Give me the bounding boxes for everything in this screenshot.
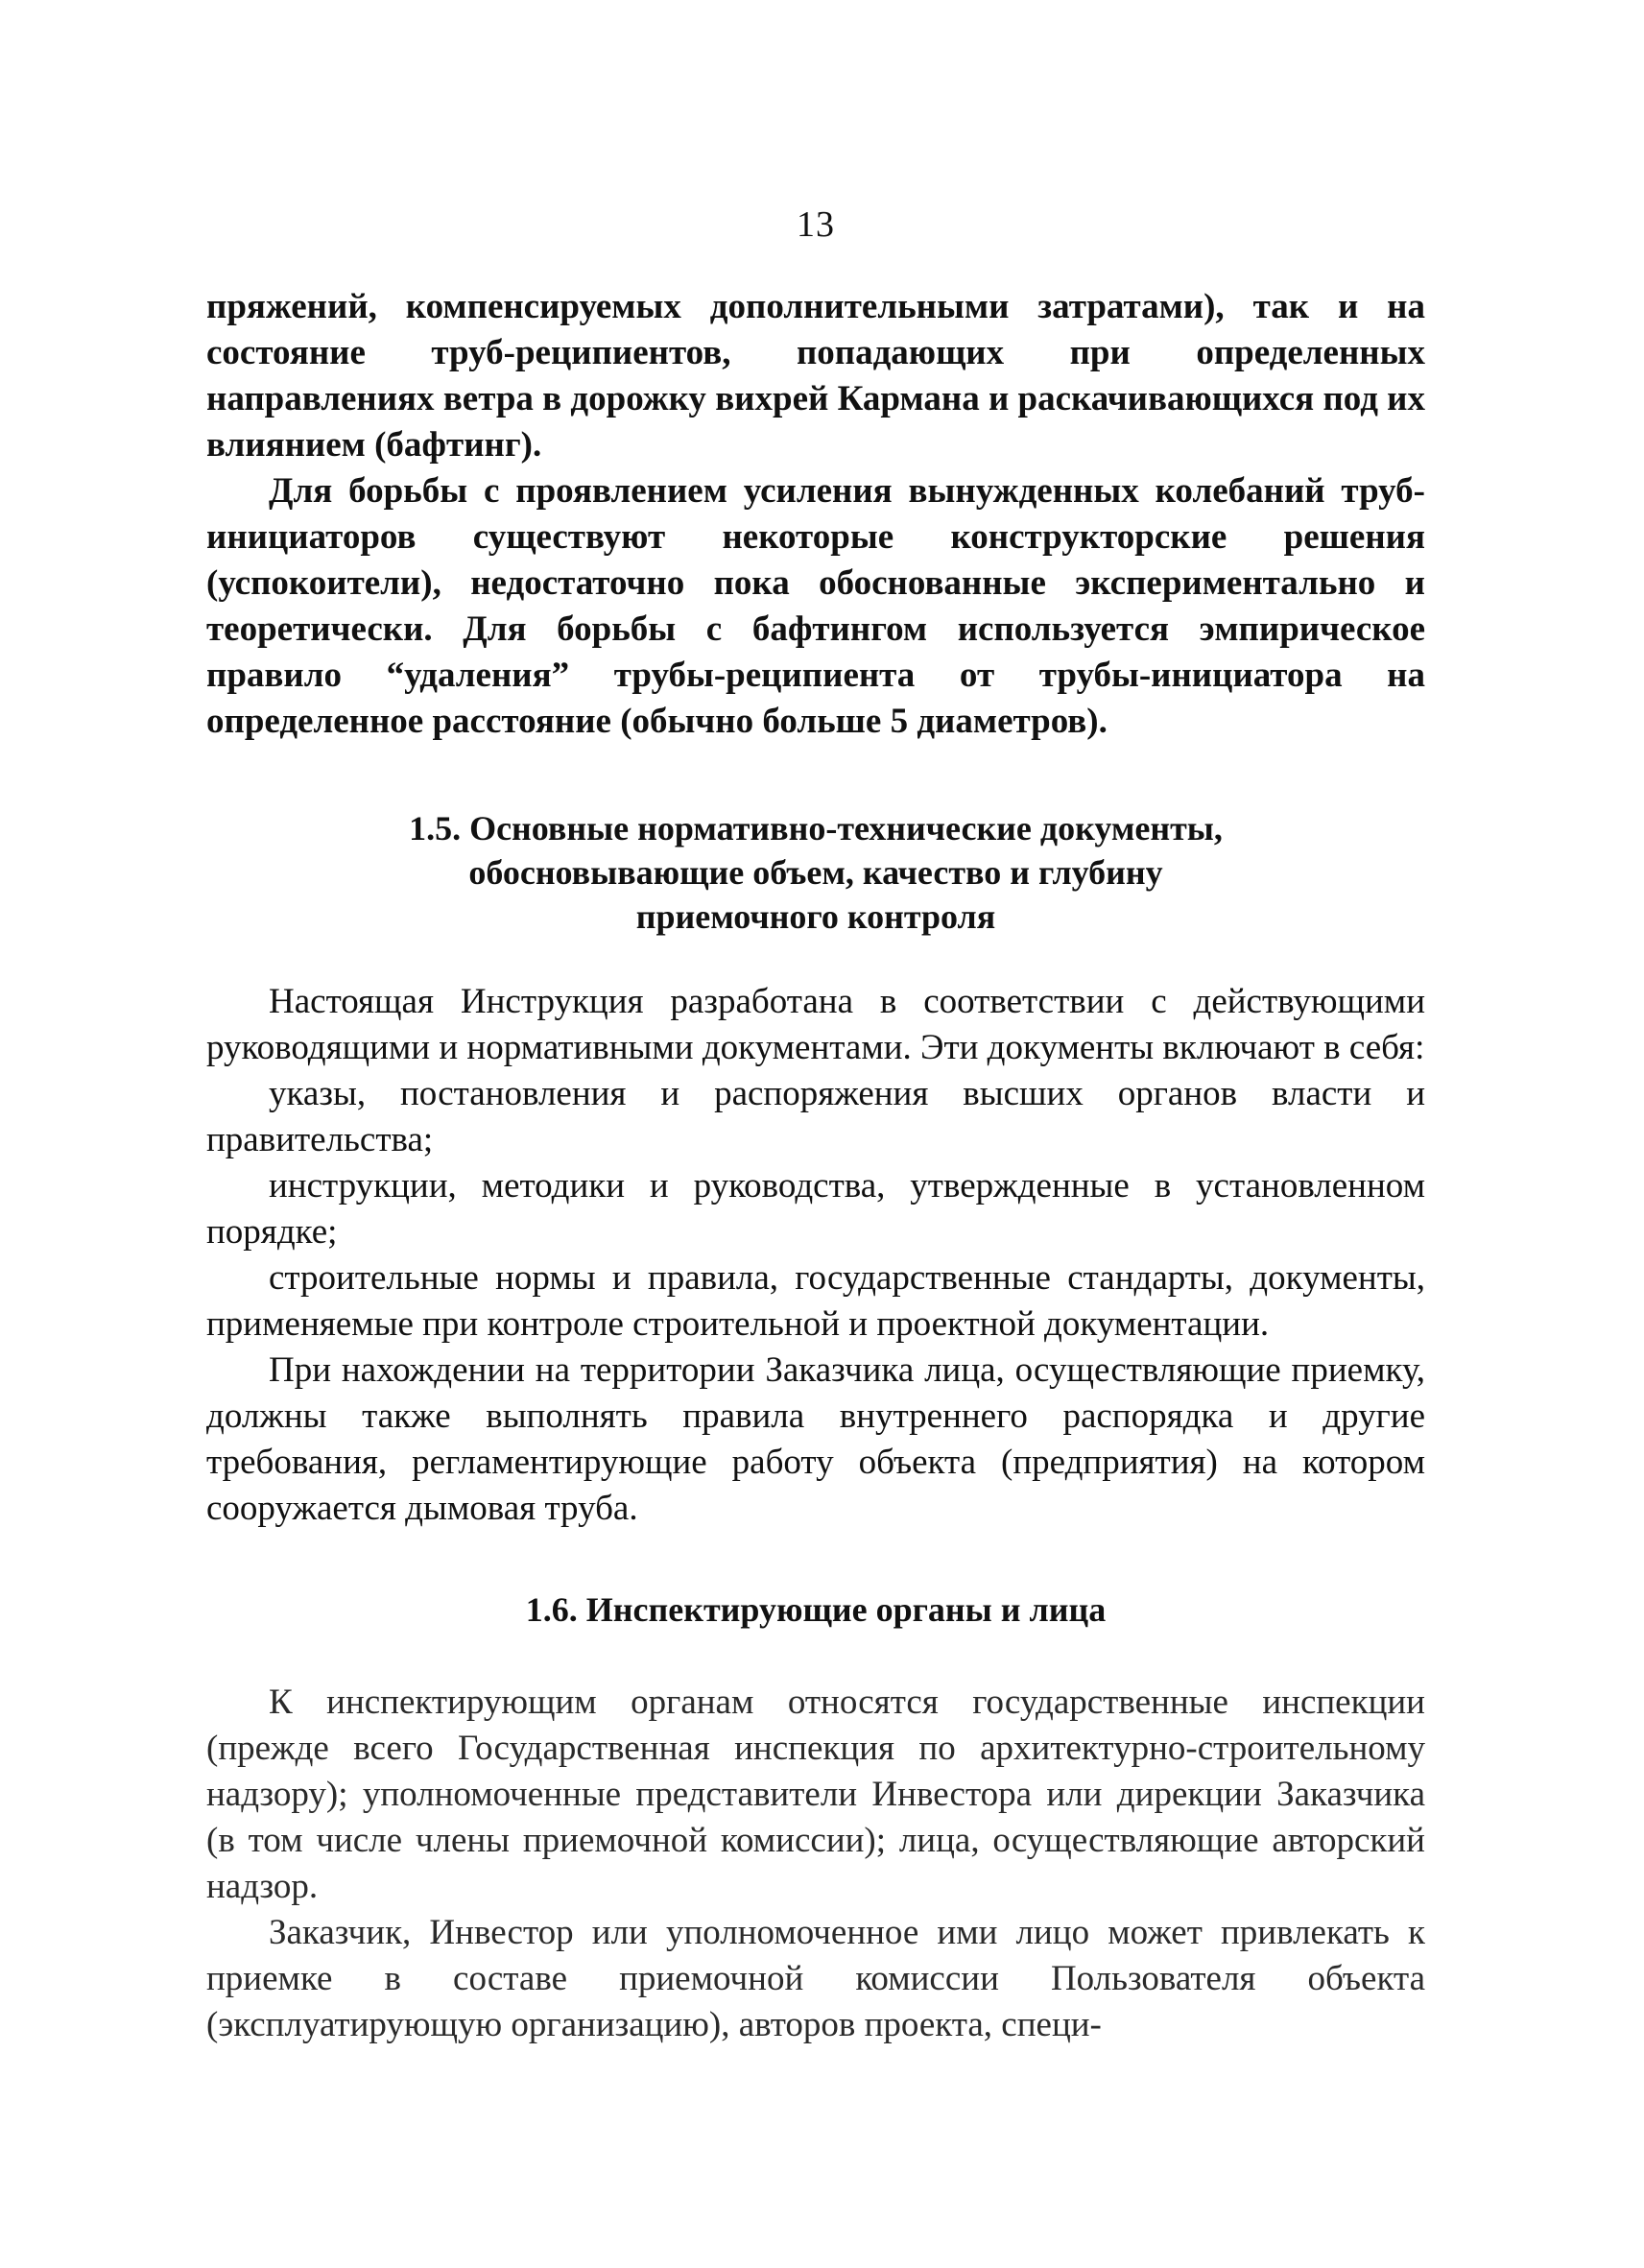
paragraph-continuation: пряжений, компенсируемых дополнительными затратами), так и на состояние труб-реципиентов, попадающих при определенных направлениях ветра в дорожку вихрей Кармана и раскачивающихся под их влиянием (бафтинг). xyxy=(206,287,1425,465)
paragraph-site-rules: При нахождении на территории Заказчика лица, осуществляющие приемку, должны также выполнять правила внутреннего распорядка и другие требования, регламентирующие работу объекта (предприятия) на котором сооружается дымовая труба. xyxy=(206,1350,1425,1528)
section-heading-1-5 xyxy=(206,806,1425,939)
section-heading-1-6: 1.6. Инспектирующие органы и лица xyxy=(525,1590,1107,1629)
heading-line: обосновывающие объем, качество и глубину xyxy=(468,853,1163,892)
list-item-instructions: инструкции, методики и руководства, утвержденные в установленном порядке; xyxy=(206,1166,1425,1252)
heading-line: приемочного контроля xyxy=(635,897,996,936)
heading-line: 1.5. Основные нормативно-технические документы, xyxy=(409,809,1223,848)
paragraph-customer-involvement: Заказчик, Инвестор или уполномоченное ими лицо может привлекать к приемке в составе приемочной комиссии Пользователя объекта (эксплуатирующую организацию), авторов проекта, специ- xyxy=(206,1913,1425,2044)
list-item-decrees: указы, постановления и распоряжения высших органов власти и правительства; xyxy=(206,1074,1425,1159)
paragraph-inspection-bodies: К инспектирующим органам относятся государственные инспекции (прежде всего Государственная инспекция по архитектурно-строительному надзору); уполномоченные представители Инвестора или дирекции Заказчика (в том числе члены приемочной комиссии); лица, осуществляющие авторский надзор. xyxy=(206,1683,1425,1906)
list-item-norms: строительные нормы и правила, государственные стандарты, документы, применяемые при контроле строительной и проектной документации. xyxy=(206,1258,1425,1344)
page-number: 13 xyxy=(797,204,835,245)
document-page xyxy=(206,202,1425,2048)
paragraph-damping: Для борьбы с проявлением усиления вынужденных колебаний труб-инициаторов существуют некоторые конструкторские решения (успокоители), недостаточно пока обоснованные экспериментально и теоретически. Для борьбы с бафтингом используется эмпирическое правило “удаления” трубы-реципиента от трубы-инициатора на определенное расстояние (обычно больше 5 диаметров). xyxy=(206,471,1425,741)
paragraph-instruction: Настоящая Инструкция разработана в соответствии с действующими руководящими и нормативными документами. Эти документы включают в себя: xyxy=(206,982,1425,1067)
